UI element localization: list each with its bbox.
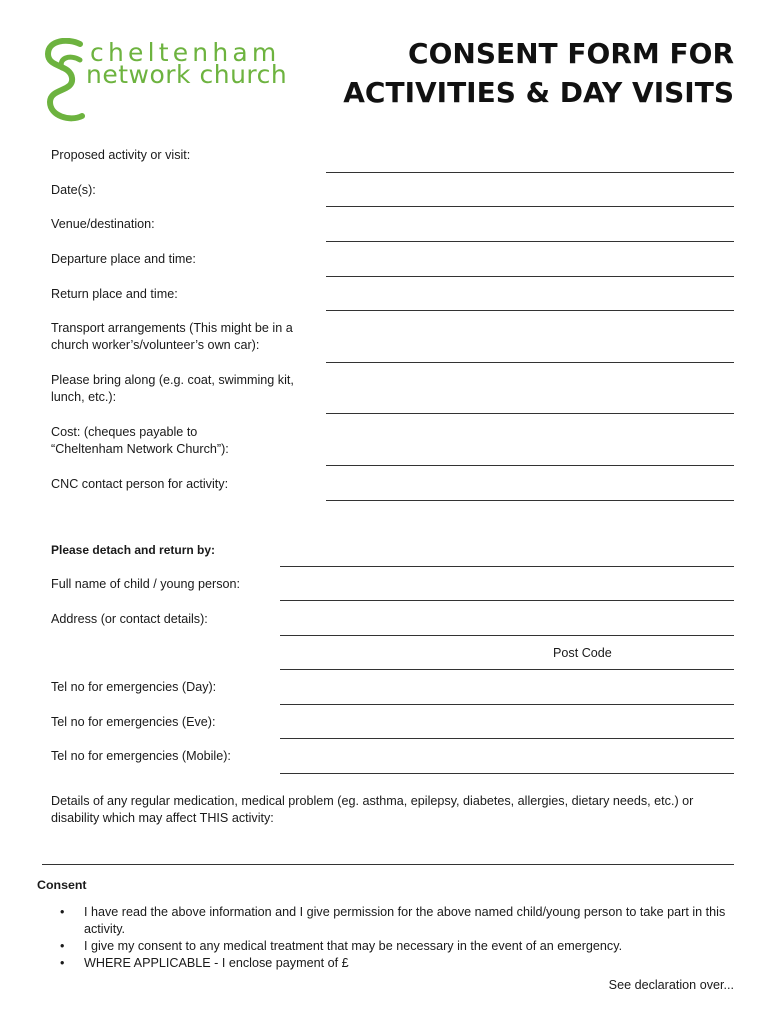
consent-item — [60, 938, 740, 955]
form-title-line-1: CONSENT FORM FOR — [408, 37, 734, 70]
field-label-contact-person: CNC contact person for activity: — [51, 477, 229, 491]
cnc-logo-mark-icon — [40, 38, 86, 126]
bullet-icon: • — [60, 905, 65, 919]
field-line-detach-date[interactable] — [280, 566, 734, 567]
form-title-line-2: ACTIVITIES & DAY VISITS — [343, 76, 734, 109]
consent-item-text: WHERE APPLICABLE - I enclose payment of £ — [84, 956, 349, 970]
field-line-medical[interactable] — [42, 864, 734, 865]
consent-item — [60, 955, 740, 972]
field-label-transport: Transport arrangements (This might be in a church worker’s/volunteer’s own car): — [51, 321, 293, 352]
field-label-address: Address (or contact details): — [51, 612, 208, 626]
field-line-activity[interactable] — [326, 172, 734, 173]
field-line-return[interactable] — [326, 310, 734, 311]
consent-item-text: I give my consent to any medical treatment that may be necessary in the event of an emergency. — [84, 939, 623, 953]
field-label-venue: Venue/destination: — [51, 217, 155, 231]
field-label-activity: Proposed activity or visit: — [51, 148, 191, 162]
field-label-dates: Date(s): — [51, 183, 96, 197]
bullet-icon: • — [60, 956, 65, 970]
field-line-dates[interactable] — [326, 206, 734, 207]
field-line-venue[interactable] — [326, 241, 734, 242]
field-line-cost[interactable] — [326, 465, 734, 466]
consent-heading: Consent — [37, 878, 87, 892]
consent-item-text: I have read the above information and I give permission for the above named child/young person to take part in this activity. — [84, 905, 726, 936]
field-label-full-name: Full name of child / young person: — [51, 577, 241, 591]
field-line-departure[interactable] — [326, 276, 734, 277]
consent-item — [60, 904, 740, 938]
field-line-tel-day[interactable] — [280, 704, 734, 705]
see-declaration-note: See declaration over... — [608, 978, 734, 992]
detach-heading: Please detach and return by: — [51, 543, 216, 557]
field-line-tel-eve[interactable] — [280, 738, 734, 739]
field-label-return: Return place and time: — [51, 287, 178, 301]
consent-list — [60, 904, 740, 972]
field-label-bring-along: Please bring along (e.g. coat, swimming kit, lunch, etc.): — [51, 373, 294, 404]
field-line-contact-person[interactable] — [326, 500, 734, 501]
field-line-tel-mobile[interactable] — [280, 773, 734, 774]
field-label-cost: Cost: (cheques payable to “Cheltenham Network Church”): — [51, 425, 229, 456]
field-label-tel-day: Tel no for emergencies (Day): — [51, 680, 217, 694]
logo-line-2: network church — [86, 60, 288, 89]
field-line-bring-along[interactable] — [326, 413, 734, 414]
field-label-post-code: Post Code — [553, 646, 612, 660]
field-line-transport[interactable] — [326, 362, 734, 363]
field-label-medical: Details of any regular medication, medical problem (eg. asthma, epilepsy, diabetes, allergies, dietary needs, etc.) or disability which may affect THIS activity: — [51, 794, 694, 825]
field-line-address-2[interactable] — [280, 669, 734, 670]
bullet-icon: • — [60, 939, 65, 953]
logo-line-1: cheltenham — [90, 38, 281, 67]
field-line-full-name[interactable] — [280, 600, 734, 601]
field-label-tel-eve: Tel no for emergencies (Eve): — [51, 715, 216, 729]
field-label-tel-mobile: Tel no for emergencies (Mobile): — [51, 749, 231, 763]
field-label-departure: Departure place and time: — [51, 252, 196, 266]
field-line-address-1[interactable] — [280, 635, 734, 636]
